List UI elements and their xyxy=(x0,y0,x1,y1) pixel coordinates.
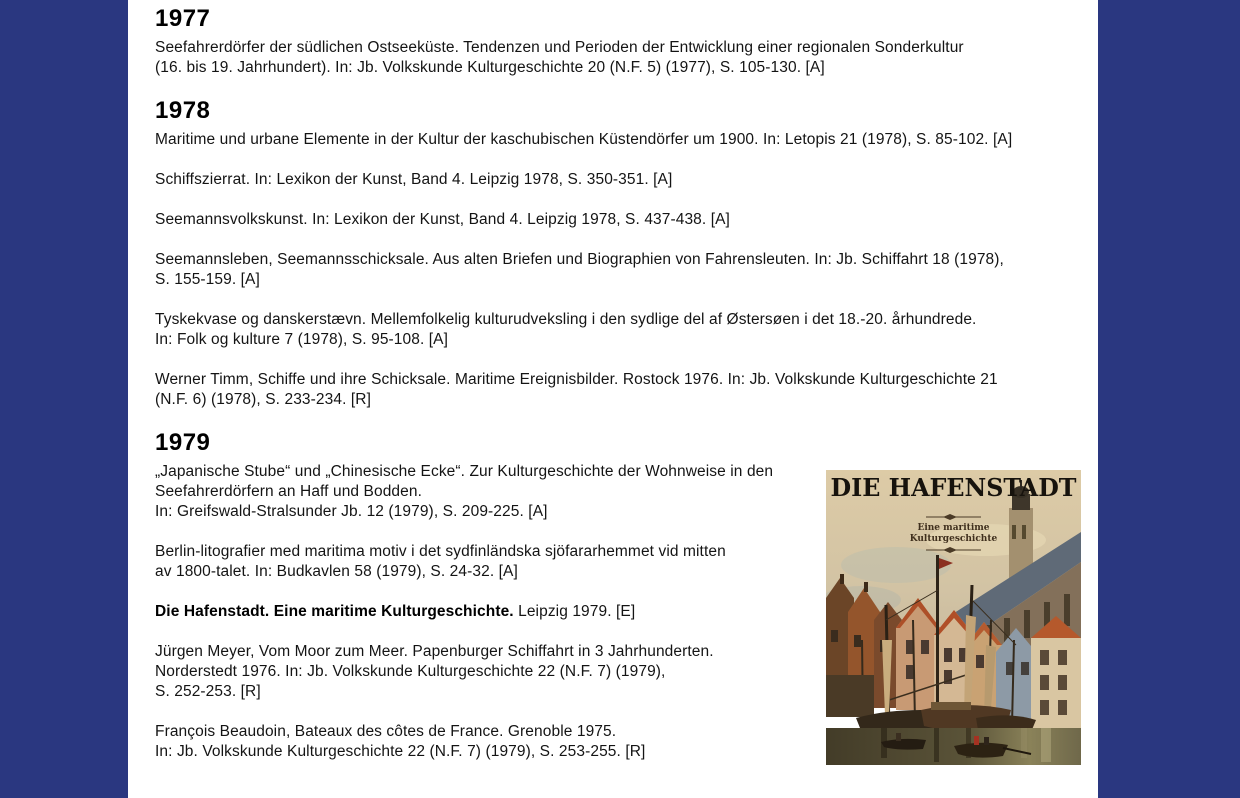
year-heading: 1978 xyxy=(155,97,211,124)
window xyxy=(1021,662,1029,675)
entry-bold-title: Die Hafenstadt. Eine maritime Kulturgeschichte. xyxy=(155,603,514,620)
boat-cargo xyxy=(931,702,971,710)
window xyxy=(831,630,838,642)
reflection-light xyxy=(1041,728,1051,762)
window xyxy=(1040,700,1049,715)
bibliography-entry: Werner Timm, Schiffe und ihre Schicksale. Maritime Ereignisbilder. Rostock 1976. In: Jb. Volkskunde Kulturgeschichte 21 (N.F. 6) (1978), S. 233-234. [R] xyxy=(155,371,998,408)
chimney xyxy=(864,582,868,592)
right-margin-band xyxy=(1098,0,1240,798)
canal-water xyxy=(826,728,1081,765)
reflection xyxy=(934,728,939,762)
year-heading: 1977 xyxy=(155,5,211,32)
tower-window xyxy=(1022,525,1026,539)
figure-red-jacket xyxy=(974,736,979,745)
quay-wall xyxy=(826,675,874,717)
rower-figure xyxy=(896,733,901,741)
content-panel xyxy=(128,0,1098,798)
bibliography-entry: Seemannsleben, Seemannsschicksale. Aus alten Briefen und Biographien von Fahrensleuten. In: Jb. Schiffahrt 18 (1978), S. 155-159. [A] xyxy=(155,251,1004,288)
bibliography-entry: Jürgen Meyer, Vom Moor zum Meer. Papenburger Schiffahrt in 3 Jahrhunderten. Norderstedt 1976. In: Jb. Volkskunde Kulturgeschichte 22 (N.F. 7) (1979), S. 252-253. [R] xyxy=(155,643,714,700)
bibliography-entry: Schiffszierrat. In: Lexikon der Kunst, Band 4. Leipzig 1978, S. 350-351. [A] xyxy=(155,171,673,188)
left-margin-band xyxy=(0,0,128,798)
bibliography-entry: Seefahrerdörfer der südlichen Ostseeküste. Tendenzen und Perioden der Entwicklung einer regionalen Sonderkultur (16. bis 19. Jahrhundert). In: Jb. Volkskunde Kulturgeschichte 20 (N.F. 5) (1977), S. 105-130. [A] xyxy=(155,39,964,76)
window xyxy=(921,640,929,654)
book-title: DIE HAFENSTADT xyxy=(830,473,1077,502)
bibliography-entry: François Beaudoin, Bateaux des côtes de France. Grenoble 1975. In: Jb. Volkskunde Kulturgeschichte 22 (N.F. 7) (1979), S. 253-255. [R] xyxy=(155,723,646,760)
bibliography-entry: Tyskekvase og danskerstævn. Mellemfolkelig kulturudveksling i den sydlige del af Østersøen i det 18.-20. århundrede. In: Folk og kulture 7 (1978), S. 95-108. [A] xyxy=(155,311,977,348)
subtitle-line1: Eine maritime xyxy=(917,523,990,533)
window xyxy=(944,648,952,662)
subtitle-line2: Kulturgeschichte xyxy=(909,534,998,544)
chimney xyxy=(840,574,844,584)
window xyxy=(1040,675,1049,690)
window xyxy=(854,635,861,647)
bibliography-entry: „Japanische Stube“ und „Chinesische Ecke“. Zur Kulturgeschichte der Wohnweise in den Seefahrerdörfern an Haff und Bodden. In: Greifswald-Stralsunder Jb. 12 (1979), S. 209-225. [A] xyxy=(155,463,774,520)
cloud xyxy=(841,547,951,583)
corner-house xyxy=(1031,638,1081,730)
window xyxy=(976,655,984,668)
bibliography-entry: Seemannsvolkskunst. In: Lexikon der Kunst, Band 4. Leipzig 1978, S. 437-438. [A] xyxy=(155,211,730,228)
book-cover-die-hafenstadt xyxy=(826,470,1081,765)
bibliography-entry: Maritime und urbane Elemente in der Kultur der kaschubischen Küstendörfer um 1900. In: Letopis 21 (1978), S. 85-102. [A] xyxy=(155,131,1013,148)
window xyxy=(1040,650,1049,665)
window xyxy=(1058,675,1067,690)
year-heading: 1979 xyxy=(155,429,211,456)
tower-window xyxy=(1012,525,1016,539)
church-window xyxy=(1064,594,1070,626)
window xyxy=(906,665,914,679)
bibliography-entry: Berlin-litografier med maritima motiv i det sydfinländska sjöfararhemmet vid mitten av 1800-talet. In: Budkavlen 58 (1979), S. 24-32. [A] xyxy=(155,543,726,580)
rower-figure xyxy=(984,737,989,745)
bibliography-entry: Die Hafenstadt. Eine maritime Kulturgeschichte. Leipzig 1979. [E] xyxy=(155,603,636,620)
window xyxy=(1058,650,1067,665)
window xyxy=(1058,700,1067,715)
church-window xyxy=(1024,610,1030,638)
book-cover-illustration xyxy=(826,470,1081,765)
